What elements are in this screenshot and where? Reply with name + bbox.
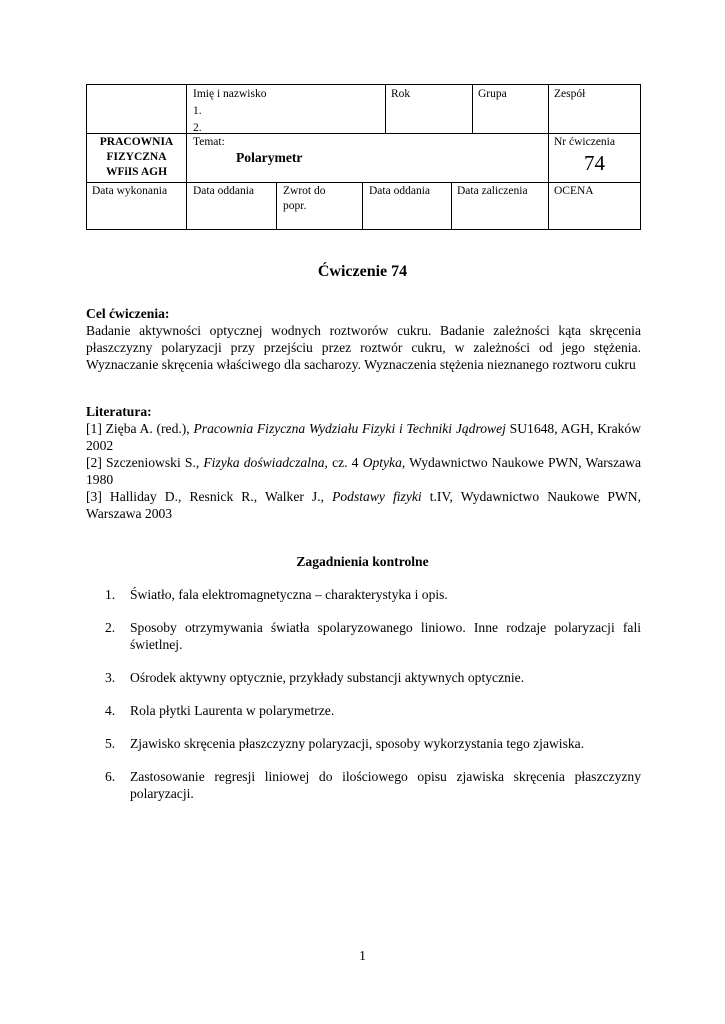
lab-line-1: PRACOWNIA xyxy=(99,136,174,148)
list-item: 3. Ośrodek aktywny optycznie, przykłady substancji aktywnych optycznie. xyxy=(105,670,525,685)
literature-section xyxy=(86,403,641,522)
goal-heading: Cel ćwiczenia: xyxy=(86,306,170,321)
list-item: 4. Rola płytki Laurenta w polarymetrze. xyxy=(105,703,335,718)
return-label xyxy=(283,184,325,214)
goal-section xyxy=(86,305,641,373)
name-line-2: 2. xyxy=(193,122,202,134)
literature-item: [2] Szczeniowski S., Fizyka doświadczalna, cz. 4 Optyka, Wydawnictwo Naukowe PWN, Warszawa 1980 xyxy=(86,455,641,487)
literature-heading: Literatura: xyxy=(86,404,152,419)
team-label: Zespół xyxy=(554,88,586,100)
topic-label: Temat: xyxy=(193,136,225,148)
list-item: 6. Zastosowanie regresji liniowej do ilościowego opisu zjawiska skręcenia płaszczyzny polaryzacji. xyxy=(105,769,641,801)
page-number: 1 xyxy=(359,948,366,963)
literature-item: [3] Halliday D., Resnick R., Walker J., Podstawy fizyki t.IV, Wydawnictwo Naukowe PWN, Warszawa 2003 xyxy=(86,489,641,521)
questions-heading: Zagadnienia kontrolne xyxy=(296,554,429,569)
topic-value: Polarymetr xyxy=(236,150,303,165)
name-line-1: 1. xyxy=(193,105,202,117)
exercise-number-value: 74 xyxy=(584,151,605,175)
date-done-label: Data wykonania xyxy=(92,185,168,197)
lab-line-2: FIZYCZNA xyxy=(106,151,167,163)
list-item: 5. Zjawisko skręcenia płaszczyzny polaryzacji, sposoby wykorzystania tego zjawiska. xyxy=(105,736,585,751)
lab-name xyxy=(87,135,186,180)
exercise-number-label: Nr ćwiczenia xyxy=(554,136,615,148)
literature-item: [1] Zięba A. (red.), Pracownia Fizyczna Wydziału Fizyki i Techniki Jądrowej SU1648, AGH, Kraków 2002 xyxy=(86,421,642,453)
goal-text: Badanie aktywności optycznej wodnych roztworów cukru. Badanie zależności kąta skręcenia płaszczyzny polaryzacji przy przejściu przez roztwór cukru, w zależności od jego stężenia. Wyznaczanie skręcenia właściwego dla sacharozy. Wyznaczenia stężenia nieznanego roztworu cukru xyxy=(86,323,641,372)
date-pass-label: Data zaliczenia xyxy=(457,185,528,197)
name-cell xyxy=(193,87,383,136)
date-submitted-label-1: Data oddania xyxy=(193,185,254,197)
lab-line-3: WFiIS AGH xyxy=(105,166,168,178)
grade-label: OCENA xyxy=(554,185,594,197)
date-submitted-label-2: Data oddania xyxy=(369,185,430,197)
return-line-2: popr. xyxy=(283,200,307,212)
header-table xyxy=(86,84,641,230)
name-label: Imię i nazwisko xyxy=(193,88,267,100)
page-title: Ćwiczenie 74 xyxy=(317,263,408,280)
return-line-1: Zwrot do xyxy=(283,185,326,197)
year-label: Rok xyxy=(391,88,411,100)
questions-list xyxy=(105,586,641,818)
group-label: Grupa xyxy=(478,88,507,100)
list-item: 2. Sposoby otrzymywania światła spolaryzowanego liniowo. Inne rodzaje polaryzacji fali świetlnej. xyxy=(105,620,641,652)
list-item: 1. Światło, fala elektromagnetyczna – charakterystyka i opis. xyxy=(105,587,448,602)
